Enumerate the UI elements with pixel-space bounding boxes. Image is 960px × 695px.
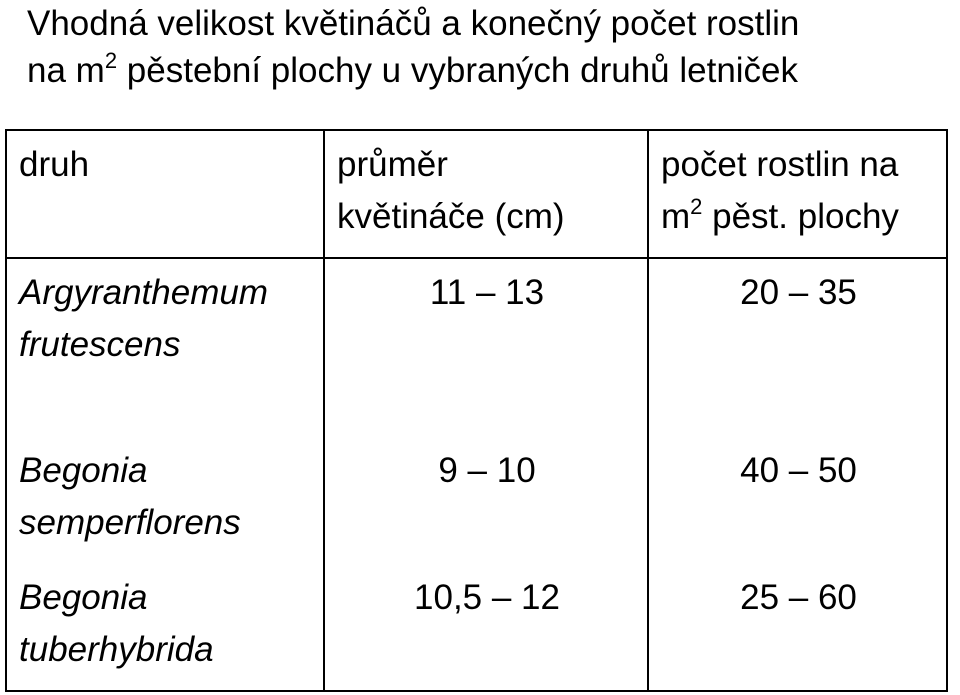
header-species-label: druh [19, 145, 90, 184]
header-count-line-2-start: m [661, 197, 691, 236]
title-line-2-start: na m [27, 51, 105, 90]
count-cell: 20 – 35 [648, 258, 947, 437]
header-count-line-2-end: pěst. plochy [702, 197, 899, 236]
title-superscript: 2 [104, 48, 118, 73]
table-row [6, 437, 947, 566]
species-name-line-1: Argyranthemum [19, 273, 268, 312]
header-count-line-1: počet rostlin na [661, 145, 899, 184]
header-count-superscript: 2 [690, 194, 703, 219]
table-row [6, 258, 947, 437]
species-name-line-2: tuberhybrida [19, 630, 214, 669]
header-count [648, 130, 947, 258]
plant-table [5, 129, 948, 692]
table-row [6, 566, 947, 691]
species-name-line-2: semperflorens [19, 503, 241, 542]
header-count-line-2 [661, 191, 936, 243]
species-name-line-1: Begonia [19, 451, 148, 490]
page-title [27, 0, 947, 94]
species-name-line-1: Begonia [19, 578, 148, 617]
species-cell [6, 566, 324, 691]
title-line-1: Vhodná velikost květináčů a konečný počet rostlin [27, 4, 800, 43]
diameter-cell: 10,5 – 12 [324, 566, 648, 691]
title-line-2-end: pěstební plochy u vybraných druhů letniček [117, 51, 799, 90]
header-diameter [324, 130, 648, 258]
header-diameter-line-1: průměr [337, 145, 448, 184]
title-line-2 [27, 47, 947, 94]
diameter-cell: 11 – 13 [324, 258, 648, 437]
species-cell [6, 437, 324, 566]
count-cell: 40 – 50 [648, 437, 947, 566]
species-name-line-2: frutescens [19, 325, 181, 364]
diameter-cell: 9 – 10 [324, 437, 648, 566]
count-cell: 25 – 60 [648, 566, 947, 691]
table-header-row [6, 130, 947, 258]
species-cell [6, 258, 324, 437]
header-diameter-line-2: květináče (cm) [337, 197, 565, 236]
header-species [6, 130, 324, 258]
